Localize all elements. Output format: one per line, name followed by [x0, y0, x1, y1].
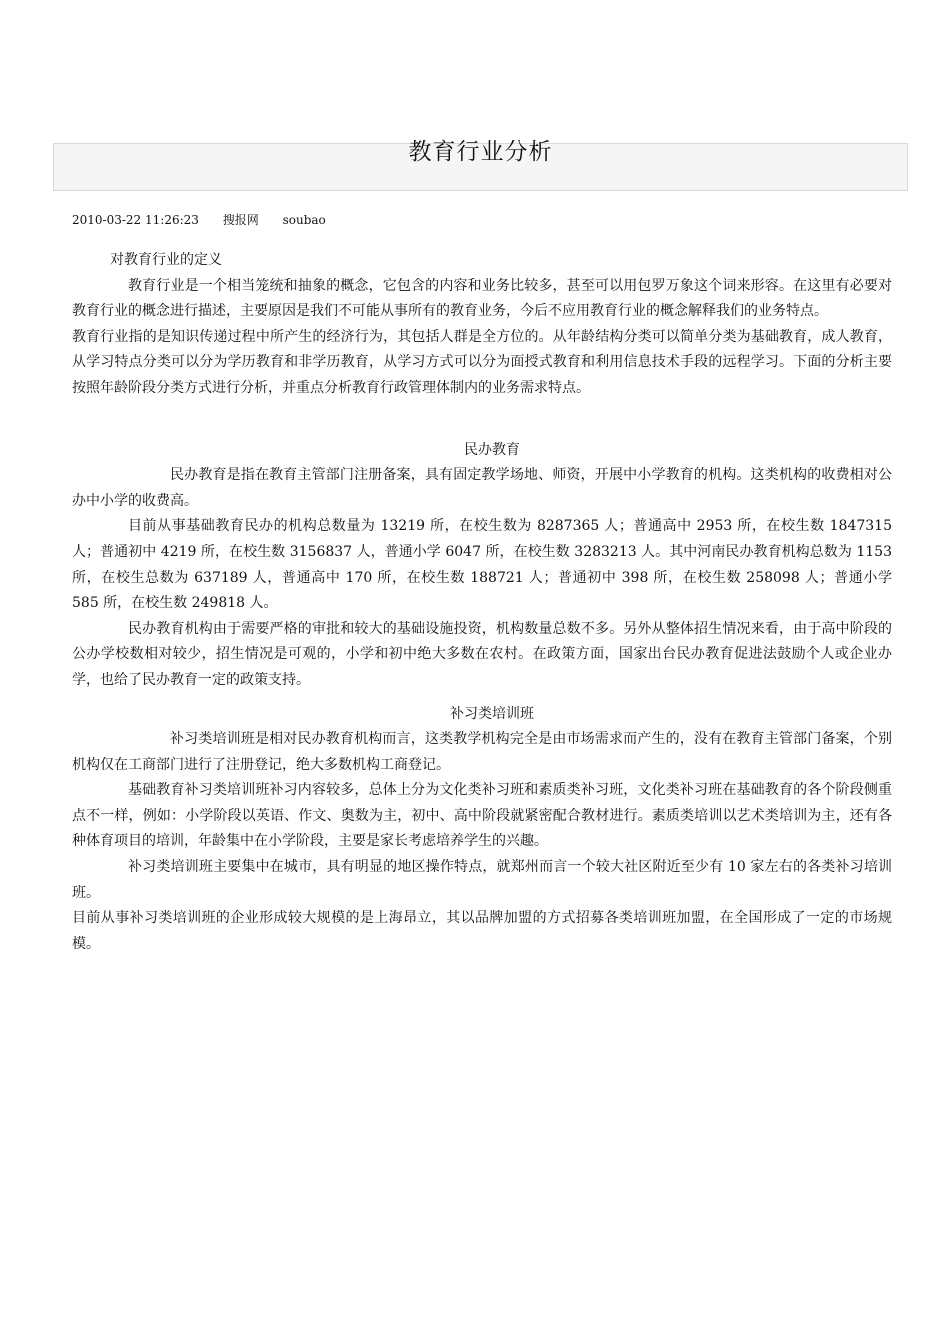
- publish-datetime: 2010-03-22 11:26:23: [72, 213, 199, 227]
- definition-paragraph-2: 教育行业指的是知识传递过程中所产生的经济行为，其包括人群是全方位的。从年龄结构分类可以简单分类为基础教育，成人教育，从学习特点分类可以分为学历教育和非学历教育，从学习方式可以分为面授式教育和利用信息技术手段的远程学习。下面的分析主要按照年龄阶段分类方式进行分析，并重点分析教育行政管理体制内的业务需求特点。: [72, 328, 892, 396]
- article-meta: [72, 211, 346, 229]
- private-education-paragraph-1: 民办教育是指在教育主管部门注册备案，具有固定教学场地、师资，开展中小学教育的机构。这类机构的收费相对公办中小学的收费高。: [72, 467, 892, 509]
- private-education-paragraph-3: 民办教育机构由于需要严格的审批和较大的基础设施投资，机构数量总数不多。另外从整体招生情况来看，由于高中阶段的公办学校数相对较少，招生情况是可观的，小学和初中绝大多数在农村。在政策方面，国家出台民办教育促进法鼓励个人或企业办学，也给了民办教育一定的政策支持。: [72, 620, 892, 688]
- tutoring-paragraph-1: 补习类培训班是相对民办教育机构而言，这类教学机构完全是由市场需求而产生的，没有在教育主管部门备案，个别机构仅在工商部门进行了注册登记，绝大多数机构工商登记。: [72, 731, 892, 773]
- tutoring-heading: 补习类培训班: [450, 705, 534, 722]
- private-education-heading: 民办教育: [464, 441, 520, 458]
- title-banner: [53, 139, 908, 191]
- tutoring-paragraph-2: 基础教育补习类培训班补习内容较多，总体上分为文化类补习班和素质类补习班，文化类补习班在基础教育的各个阶段侧重点不一样，例如：小学阶段以英语、作文、奥数为主，初中、高中阶段就紧密配合教材进行。素质类培训以艺术类培训为主，还有各种体育项目的培训，年龄集中在小学阶段，主要是家长考虑培养学生的兴趣。: [72, 782, 892, 850]
- spacer: [72, 402, 892, 438]
- source-name: 搜报网: [222, 213, 259, 227]
- definition-heading: 对教育行业的定义: [110, 252, 222, 268]
- page-title: 教育行业分析: [408, 139, 553, 165]
- author-name: soubao: [282, 213, 326, 227]
- private-education-paragraph-2: 目前从事基础教育民办的机构总数量为 13219 所，在校生数为 8287365 人；普通高中 2953 所，在校生数 1847315 人；普通初中 4219 所，在校生数 3156837 人，普通小学 6047 所，在校生数 3283213 人。其中河南民办教育机构总数为 1153 所，在校生总数为 637189 人，普通高中 170 所，在校生数 188721 人；普通初中 398 所，在校生数 258098 人；普通小学 585 所，在校生数 249818 人。: [72, 518, 892, 612]
- spacer: [72, 694, 892, 702]
- tutoring-paragraph-4: 目前从事补习类培训班的企业形成较大规模的是上海昂立，其以品牌加盟的方式招募各类培训班加盟，在全国形成了一定的市场规模。: [72, 910, 892, 952]
- article-body: [72, 248, 892, 957]
- tutoring-paragraph-3: 补习类培训班主要集中在城市，具有明显的地区操作特点，就郑州而言一个较大社区附近至少有 10 家左右的各类补习培训班。: [72, 859, 892, 901]
- definition-paragraph-1: 教育行业是一个相当笼统和抽象的概念，它包含的内容和业务比较多，甚至可以用包罗万象这个词来形容。在这里有必要对教育行业的概念进行描述，主要原因是我们不可能从事所有的教育业务，今后不应用教育行业的概念解释我们的业务特点。: [72, 277, 892, 320]
